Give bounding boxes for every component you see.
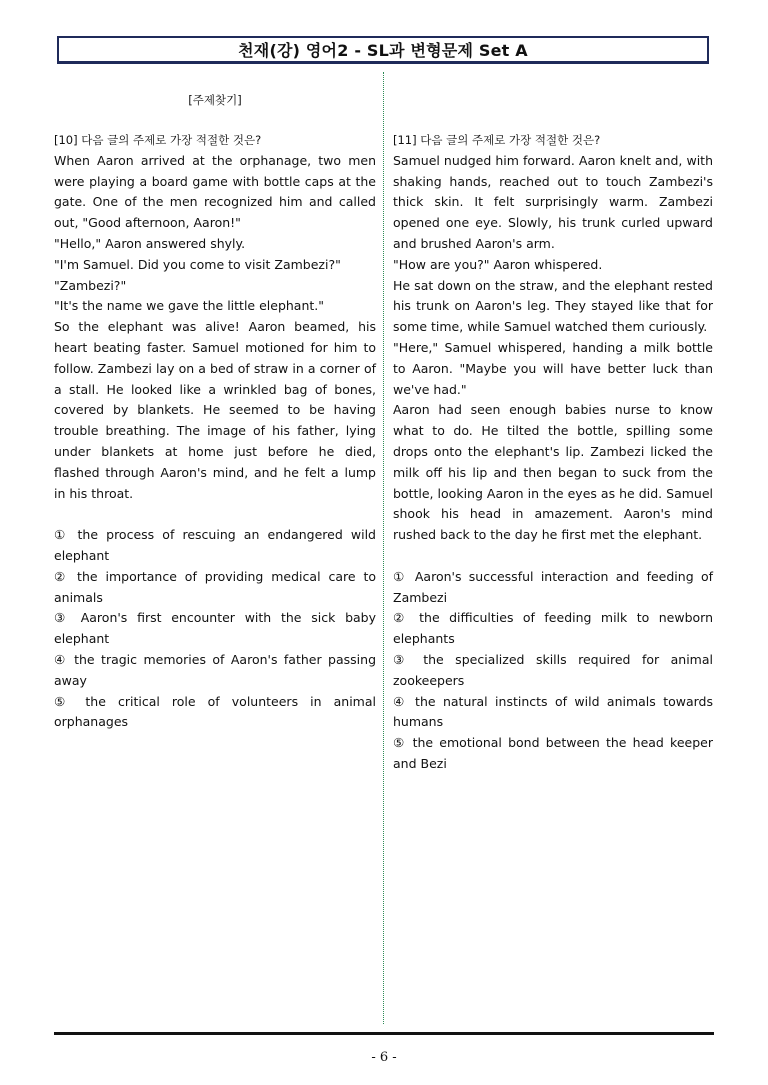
answer-choice-2[interactable]: ② the difficulties of feeding milk to newborn elephants [393,610,713,647]
question-10-paragraph: When Aaron arrived at the orphanage, two men were playing a board game with bottle caps at the gate. One of the men recognized him and called out, "Good afternoon, Aaron!" [54,152,376,231]
document-header [57,36,709,64]
question-10 [54,130,376,733]
question-11-paragraph: He sat down on the straw, and the elephant rested his trunk on Aaron's leg. They stayed like that for some time, while Samuel watched them curiously. [393,277,713,335]
question-10-paragraph: "Hello," Aaron answered shyly. [54,235,246,251]
answer-choice-5[interactable]: ⑤ the critical role of volunteers in animal orphanages [54,693,376,730]
answer-choice-4[interactable]: ④ the natural instincts of wild animals towards humans [393,693,713,730]
page-number: - 6 - [371,1050,397,1065]
answer-choice-1[interactable]: ① the process of rescuing an endangered wild elephant [54,527,376,563]
section-label: [주제찾기] [188,93,242,107]
answer-choice-2[interactable]: ② the importance of providing medical care to animals [54,568,376,605]
question-11 [393,130,713,775]
question-10-paragraph: "I'm Samuel. Did you come to visit Zambezi?" [54,256,341,272]
answer-choice-3[interactable]: ③ Aaron's first encounter with the sick baby elephant [54,610,376,647]
question-11-paragraph: "How are you?" Aaron whispered. [393,256,603,272]
question-11-paragraph: Samuel nudged him forward. Aaron knelt and, with shaking hands, reached out to touch Zambezi's thick skin. It felt surprisingly warm. Zambezi opened one eye. Slowly, his trunk curled upward and brushed Aaron's arm. [393,152,713,251]
question-10-paragraph: "It's the name we gave the little elephant." [54,298,325,314]
question-11-paragraph: "Here," Samuel whispered, handing a milk bottle to Aaron. "Maybe you will have better luck than we've had." [393,339,713,397]
question-11-title: [11] 다음 글의 주제로 가장 적절한 것은? [393,133,601,147]
header-title: 천재(강) 영어2 - SL과 변형문제 Set A [238,41,528,60]
footer-rule [54,1032,714,1035]
question-11-paragraph: Aaron had seen enough babies nurse to know what to do. He tilted the bottle, spilling some drops onto the elephant's lip. Zambezi licked the milk off his lip and then began to suck from the bottle, looking Aaron in the eyes as he did. Samuel shook his head in amazement. Aaron's mind rushed back to the day he first met the elephant. [393,402,713,543]
question-10-paragraph: "Zambezi?" [54,277,127,293]
answer-choice-3[interactable]: ③ the specialized skills required for animal zookeepers [393,651,713,688]
answer-choice-1[interactable]: ① Aaron's successful interaction and feeding of Zambezi [393,568,713,605]
question-10-title: [10] 다음 글의 주제로 가장 적절한 것은? [54,133,262,147]
answer-choice-4[interactable]: ④ the tragic memories of Aaron's father passing away [54,651,376,688]
answer-choice-5[interactable]: ⑤ the emotional bond between the head keeper and Bezi [393,735,713,771]
column-divider [383,72,384,1024]
question-10-paragraph: So the elephant was alive! Aaron beamed, his heart beating faster. Samuel motioned for him to follow. Zambezi lay on a bed of straw in a corner of a stall. He looked like a wrinkled bag of bones, covered by blankets. He seemed to be having trouble breathing. The image of his father, lying under blankets at home just before he died, flashed through Aaron's mind, and he felt a lump in his throat. [54,319,376,501]
